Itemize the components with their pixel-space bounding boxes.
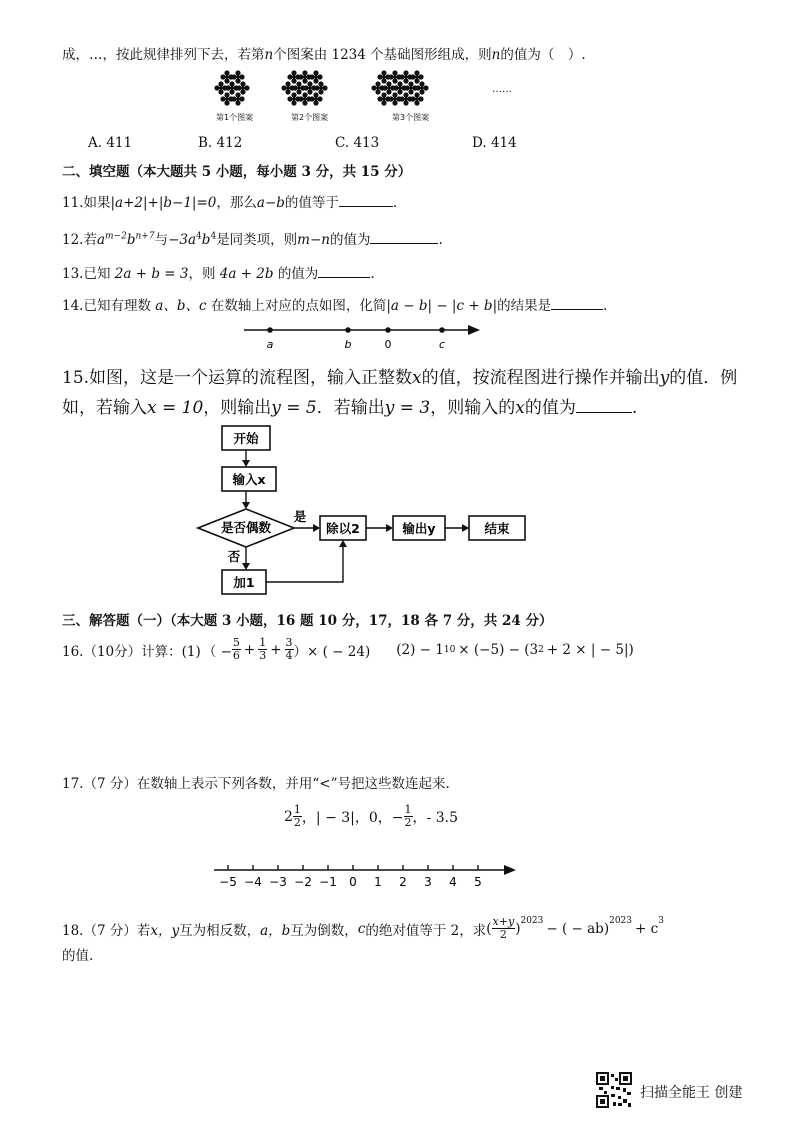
axis-tick-label: 1 [374,875,382,889]
option-b: B. 412 [198,135,243,151]
flow-output-text: 输出y [402,521,436,536]
q12-answer-blank[interactable] [370,242,438,244]
q16: 16.（10分）计算：(1) （ − $\frac{5}{6}$ + $\frac{1}{3}$ + $\frac{3}{4}$ ）× ( − 24) (2) − 1 10 × (−5) − (3 2 + 2 × | − 5|) [62,636,634,662]
q10-stem: 成，…，按此规律排列下去，若第n个图案由 1234 个基础图形组成，则n的值为（ ）. [62,47,586,63]
q13: 13.已知 2a + b = 3，则 4a + 2b 的值为 . [62,266,375,282]
q15-line2: 如，若输入x = 10，则输出y = 5．若输出y = 3，则输入的x的值为 . [62,398,638,418]
q15-answer-blank[interactable] [576,411,632,413]
axis-tick-label: −2 [294,875,312,889]
flow-divide-text: 除以2 [326,521,360,536]
q11: 11.如果|a+2|+|b−1|=0，那么a−b的值等于 . [62,195,398,211]
axis-tick-label: −3 [269,875,287,889]
pattern-ellipsis: …… [492,84,512,95]
option-d: D. 414 [472,135,517,151]
q10-pattern-figures [210,68,530,116]
axis-tick-label: 0 [349,875,357,889]
point-b [345,327,351,333]
axis-arrow-icon [504,865,516,875]
q14-answer-blank[interactable] [551,308,603,310]
q17-head: 17.（7 分）在数轴上表示下列各数，并用“<”号把这些数连起来. [62,776,450,792]
label-c: c [438,338,446,351]
q18-tail: 的值. [62,948,94,964]
pattern-caption-3: 第3个图案 [392,113,430,122]
pattern-3 [371,70,428,105]
axis-tick-label: 4 [449,875,457,889]
pattern-2 [281,70,327,105]
pattern-caption-1: 第1个图案 [216,113,254,122]
q17-numbers: 2 $\frac{1}{2}$ ， | − 3|，0，− $\frac{1}{2}$ ，- 3.5 [284,803,458,829]
qr-code-icon [596,1072,632,1108]
axis-ticks [219,865,482,889]
label-b: b [344,338,352,351]
q15-flowchart [196,422,536,602]
axis-tick-label: 3 [424,875,432,889]
option-c: C. 413 [335,135,380,151]
point-c [439,327,445,333]
q17-number-line [212,862,522,892]
axis-tick-label: −5 [219,875,237,889]
q15-line1: 15.如图，这是一个运算的流程图，输入正整数x的值，按流程图进行操作并输出y的值．例 [62,368,738,388]
axis-tick-label: −1 [319,875,337,889]
axis-tick-label: −4 [244,875,262,889]
flow-start-text: 开始 [233,431,259,446]
q13-answer-blank[interactable] [318,276,370,278]
flow-end-text: 结束 [484,521,510,536]
point-0 [385,327,391,333]
q14: 14.已知有理数 a、b、c 在数轴上对应的点如图，化简|a − b| − |c + b|的结果是 . [62,298,608,314]
footer-watermark: 扫描全能王 创建 [640,1085,743,1101]
section2-title: 二、填空题（本大题共 5 小题，每小题 3 分，共 15 分） [62,164,412,180]
pattern-1 [214,70,249,105]
label-a: a [266,338,274,351]
axis-tick-label: 2 [399,875,407,889]
label-0: 0 [384,338,392,351]
flow-no-label: 否 [227,549,241,564]
q14-number-line [240,320,490,352]
q11-answer-blank[interactable] [339,205,393,207]
flow-input-text: 输入x [232,472,266,487]
section3-title: 三、解答题（一）（本大题 3 小题，16 题 10 分，17，18 各 7 分，共 24 分） [62,613,553,629]
q12: 12.若$a^{m-2}b^{n+7}$与$-3a^4b^4$是同类项，则m−n的值为 . [62,231,443,248]
axis-arrow-icon [468,325,480,335]
axis-tick-label: 5 [474,875,482,889]
q18: 18.（7 分）若 x，y 互为相反数， a，b 互为倒数， c 的绝对值等于 2，求 ( $\frac{x+y}{2}$ ) 2023 − ( − ab) 2023 + c 3 [62,915,664,941]
option-a: A. 411 [88,135,133,151]
pattern-caption-2: 第2个图案 [291,113,329,122]
flow-decision-text: 是否偶数 [220,520,272,535]
point-a [267,327,273,333]
flow-add-text: 加1 [233,575,255,590]
flow-yes-label: 是 [293,509,307,524]
